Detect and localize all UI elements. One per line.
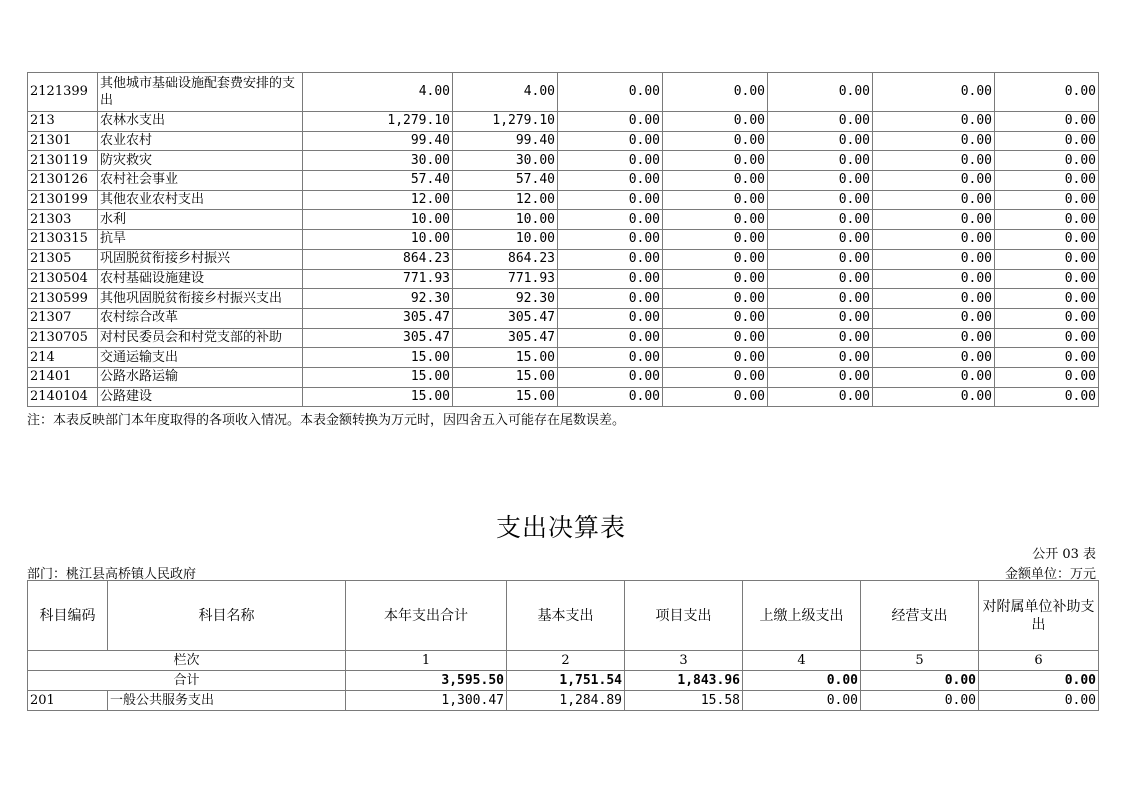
row-value: 0.00 [995,210,1099,230]
row-value: 0.00 [979,691,1099,711]
row-value: 0.00 [873,131,995,151]
row-code: 21305 [28,249,98,269]
header-cell: 科目编码 [28,581,108,651]
row-name: 公路建设 [98,387,303,407]
row-value: 0.00 [558,210,663,230]
row-value: 15.58 [625,691,743,711]
row-value: 4.00 [453,73,558,112]
total-row [28,671,1099,691]
row-value: 0.00 [873,249,995,269]
row-value: 0.00 [663,230,768,250]
row-code: 2121399 [28,73,98,112]
row-value: 0.00 [873,190,995,210]
row-value: 0.00 [663,190,768,210]
row-value: 57.40 [303,171,453,191]
row-value: 0.00 [873,328,995,348]
row-value: 1,300.47 [346,691,507,711]
row-code: 2130315 [28,230,98,250]
row-value: 0.00 [768,171,873,191]
row-name: 巩固脱贫衔接乡村振兴 [98,249,303,269]
row-value: 0.00 [768,367,873,387]
row-value: 0.00 [873,171,995,191]
row-value: 99.40 [303,131,453,151]
row-value: 0.00 [873,308,995,328]
row-value: 10.00 [453,230,558,250]
row-value: 0.00 [995,289,1099,309]
table-row [28,289,1099,309]
row-value: 0.00 [768,328,873,348]
row-value: 305.47 [303,328,453,348]
row-value: 0.00 [768,73,873,112]
row-value: 0.00 [558,171,663,191]
row-value: 0.00 [558,73,663,112]
row-value: 0.00 [873,348,995,368]
total-value: 1,751.54 [507,671,625,691]
row-value: 0.00 [558,249,663,269]
row-value: 0.00 [663,289,768,309]
row-name: 交通运输支出 [98,348,303,368]
row-value: 15.00 [453,387,558,407]
row-code: 21401 [28,367,98,387]
row-value: 57.40 [453,171,558,191]
row-value: 0.00 [995,308,1099,328]
row-value: 0.00 [873,210,995,230]
row-value: 305.47 [303,308,453,328]
table-row [28,190,1099,210]
row-value: 0.00 [558,112,663,132]
row-value: 0.00 [743,691,861,711]
row-value: 305.47 [453,308,558,328]
table-row [28,249,1099,269]
header-cell: 本年支出合计 [346,581,507,651]
row-value: 99.40 [453,131,558,151]
row-value: 0.00 [558,269,663,289]
row-name: 其他城市基础设施配套费安排的支出 [98,73,303,112]
row-value: 92.30 [303,289,453,309]
row-value: 0.00 [663,348,768,368]
row-value: 771.93 [453,269,558,289]
header-cell: 经营支出 [861,581,979,651]
row-value: 0.00 [995,190,1099,210]
page-title: 支出决算表 [495,513,626,542]
row-value: 0.00 [768,131,873,151]
row-value: 0.00 [663,249,768,269]
row-value: 1,284.89 [507,691,625,711]
row-name: 对村民委员会和村党支部的补助 [98,328,303,348]
row-value: 0.00 [558,387,663,407]
row-value: 15.00 [303,348,453,368]
header-cell: 对附属单位补助支出 [979,581,1099,651]
row-value: 0.00 [768,249,873,269]
row-value: 0.00 [873,289,995,309]
row-value: 0.00 [995,73,1099,112]
row-code: 2130199 [28,190,98,210]
row-code: 2130126 [28,171,98,191]
row-name: 抗旱 [98,230,303,250]
row-value: 30.00 [453,151,558,171]
row-value: 0.00 [663,210,768,230]
row-name: 防灾救灾 [98,151,303,171]
row-value: 0.00 [558,190,663,210]
row-name: 其他农业农村支出 [98,190,303,210]
total-value: 0.00 [861,671,979,691]
row-value: 0.00 [768,269,873,289]
row-value: 0.00 [558,131,663,151]
row-value: 0.00 [663,151,768,171]
row-value: 0.00 [663,367,768,387]
row-value: 0.00 [768,151,873,171]
row-value: 0.00 [873,387,995,407]
row-value: 0.00 [873,112,995,132]
table-row [28,308,1099,328]
total-value: 0.00 [979,671,1099,691]
row-value: 0.00 [995,269,1099,289]
header-cell: 项目支出 [625,581,743,651]
row-code: 21303 [28,210,98,230]
row-value: 0.00 [873,367,995,387]
table-row [28,691,1099,711]
row-value: 15.00 [303,387,453,407]
row-value: 1,279.10 [303,112,453,132]
row-code: 21301 [28,131,98,151]
income-table-continued [27,72,1099,407]
row-name: 农村基础设施建设 [98,269,303,289]
row-value: 0.00 [861,691,979,711]
column-index-row [28,651,1099,671]
total-label: 合计 [28,671,346,691]
row-value: 15.00 [303,367,453,387]
row-value: 0.00 [873,151,995,171]
row-value: 0.00 [995,387,1099,407]
table-row [28,367,1099,387]
row-value: 0.00 [663,171,768,191]
row-code: 2130705 [28,328,98,348]
department-label: 部门：桃江县高桥镇人民政府 [27,567,197,582]
row-value: 0.00 [663,112,768,132]
row-value: 4.00 [303,73,453,112]
row-value: 10.00 [303,210,453,230]
row-value: 0.00 [995,112,1099,132]
row-value: 0.00 [995,348,1099,368]
row-value: 10.00 [453,210,558,230]
unit-label: 金额单位：万元 [1004,567,1096,582]
row-name: 其他巩固脱贫衔接乡村振兴支出 [98,289,303,309]
row-value: 0.00 [558,367,663,387]
row-code: 2130504 [28,269,98,289]
row-code: 2130119 [28,151,98,171]
row-value: 0.00 [995,151,1099,171]
column-number: 4 [743,651,861,671]
row-name: 农村社会事业 [98,171,303,191]
row-value: 0.00 [558,151,663,171]
row-value: 15.00 [453,348,558,368]
form-code-label: 公开 03 表 [1032,547,1096,562]
header-cell: 科目名称 [108,581,346,651]
row-value: 0.00 [558,308,663,328]
row-value: 0.00 [995,367,1099,387]
table-row [28,230,1099,250]
table-row [28,387,1099,407]
row-value: 0.00 [768,308,873,328]
row-code: 2130599 [28,289,98,309]
row-value: 0.00 [873,230,995,250]
total-value: 0.00 [743,671,861,691]
row-code: 213 [28,112,98,132]
row-name: 农业农村 [98,131,303,151]
row-code: 214 [28,348,98,368]
column-number: 5 [861,651,979,671]
row-name: 公路水路运输 [98,367,303,387]
expense-table [27,580,1099,711]
row-value: 10.00 [303,230,453,250]
row-value: 0.00 [768,190,873,210]
row-name: 水利 [98,210,303,230]
total-value: 3,595.50 [346,671,507,691]
row-value: 0.00 [873,269,995,289]
row-name: 一般公共服务支出 [108,691,346,711]
row-value: 0.00 [995,131,1099,151]
row-value: 15.00 [453,367,558,387]
column-number: 2 [507,651,625,671]
row-name: 农村综合改革 [98,308,303,328]
row-value: 0.00 [995,230,1099,250]
row-value: 305.47 [453,328,558,348]
row-name: 农林水支出 [98,112,303,132]
row-value: 0.00 [768,210,873,230]
row-value: 92.30 [453,289,558,309]
column-number: 3 [625,651,743,671]
row-value: 0.00 [768,387,873,407]
row-value: 864.23 [453,249,558,269]
table-row [28,210,1099,230]
row-value: 0.00 [663,269,768,289]
table-row [28,112,1099,132]
column-number: 1 [346,651,507,671]
row-value: 1,279.10 [453,112,558,132]
row-value: 0.00 [558,230,663,250]
row-value: 0.00 [768,230,873,250]
row-value: 30.00 [303,151,453,171]
column-index-label: 栏次 [28,651,346,671]
table-row [28,73,1099,112]
row-value: 0.00 [663,387,768,407]
table-note: 注：本表反映部门本年度取得的各项收入情况。本表金额转换为万元时，因四舍五入可能存在尾数误差。 [27,413,626,428]
row-value: 0.00 [663,73,768,112]
table-row [28,269,1099,289]
expense-header-row [28,581,1099,651]
table-row [28,348,1099,368]
row-value: 771.93 [303,269,453,289]
table-row [28,328,1099,348]
column-number: 6 [979,651,1099,671]
row-value: 0.00 [768,112,873,132]
row-value: 12.00 [303,190,453,210]
row-value: 0.00 [995,249,1099,269]
row-value: 864.23 [303,249,453,269]
row-value: 0.00 [873,73,995,112]
row-value: 0.00 [663,308,768,328]
row-value: 0.00 [558,289,663,309]
row-value: 0.00 [558,328,663,348]
table-row [28,131,1099,151]
row-code: 2140104 [28,387,98,407]
row-value: 0.00 [663,328,768,348]
header-cell: 基本支出 [507,581,625,651]
header-cell: 上缴上级支出 [743,581,861,651]
row-value: 0.00 [558,348,663,368]
total-value: 1,843.96 [625,671,743,691]
row-code: 201 [28,691,108,711]
row-value: 0.00 [768,348,873,368]
table-row [28,151,1099,171]
row-value: 0.00 [768,289,873,309]
table-row [28,171,1099,191]
row-code: 21307 [28,308,98,328]
row-value: 12.00 [453,190,558,210]
row-value: 0.00 [663,131,768,151]
row-value: 0.00 [995,171,1099,191]
row-value: 0.00 [995,328,1099,348]
